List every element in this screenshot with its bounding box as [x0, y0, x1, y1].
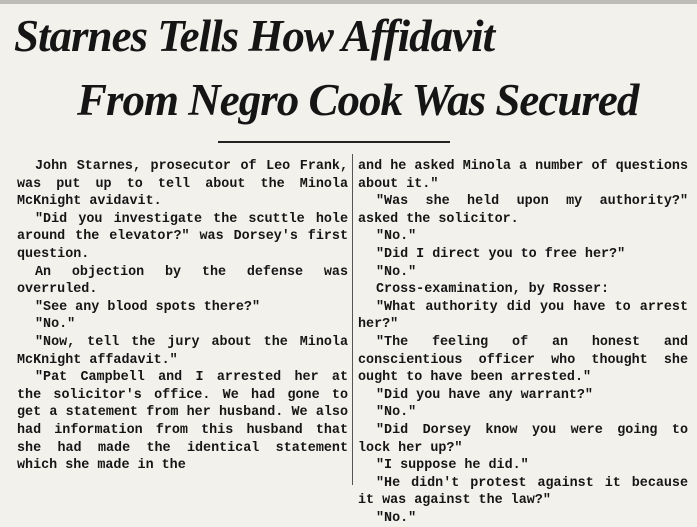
paragraph: "He didn't protest against it because it was against the law?" — [358, 475, 688, 509]
paragraph: John Starnes, prosecutor of Leo Frank, was put up to tell about the Minola McKnight avidavit. — [17, 159, 348, 210]
column-rule — [352, 154, 353, 485]
paragraph: Cross-examination, by Rosser: — [376, 282, 610, 298]
paragraph: "No." — [376, 405, 417, 421]
paragraph: "See any blood spots there?" — [35, 299, 260, 315]
paragraph: "Was she held upon my authority?" asked the solicitor. — [358, 194, 688, 227]
paragraph: "Did Dorsey know you were going to lock her up?" — [358, 422, 688, 456]
paragraph: "No." — [376, 510, 417, 526]
paragraph: "Did I direct you to free her?" — [376, 246, 626, 262]
paragraph: "Now, tell the jury about the Minola McKnight affadavit." — [17, 334, 348, 368]
paragraph: and he asked Minola a number of questions about it." — [358, 159, 688, 192]
paragraph: "No." — [376, 264, 417, 280]
paragraph: An objection by the defense was overruled. — [17, 264, 348, 298]
paragraph: "I suppose he did." — [376, 458, 529, 474]
paragraph: "No." — [376, 229, 417, 245]
headline-divider — [218, 141, 450, 143]
paragraph: "Did you have any warrant?" — [376, 387, 593, 403]
paragraph: "No." — [35, 317, 76, 333]
headline-line-2: From Negro Cook Was Secured — [77, 75, 639, 125]
paragraph: "Did you investigate the scuttle hole around the elevator?" was Dorsey's first question. — [17, 211, 348, 262]
top-border — [0, 0, 697, 4]
paragraph: "Pat Campbell and I arrested her at the solicitor's office. We had gone to get a statement from her husband. We also had information from this husband that she had made the identical statement which she made in the — [17, 370, 348, 474]
headline-line-1: Starnes Tells How Affidavit — [14, 11, 495, 61]
paragraph: "What authority did you have to arrest her?" — [358, 299, 688, 333]
article-column-left — [17, 158, 348, 475]
paragraph: "The feeling of an honest and conscientious officer who thought she ought to have been arrested." — [358, 334, 688, 386]
article-column-right — [358, 158, 688, 527]
